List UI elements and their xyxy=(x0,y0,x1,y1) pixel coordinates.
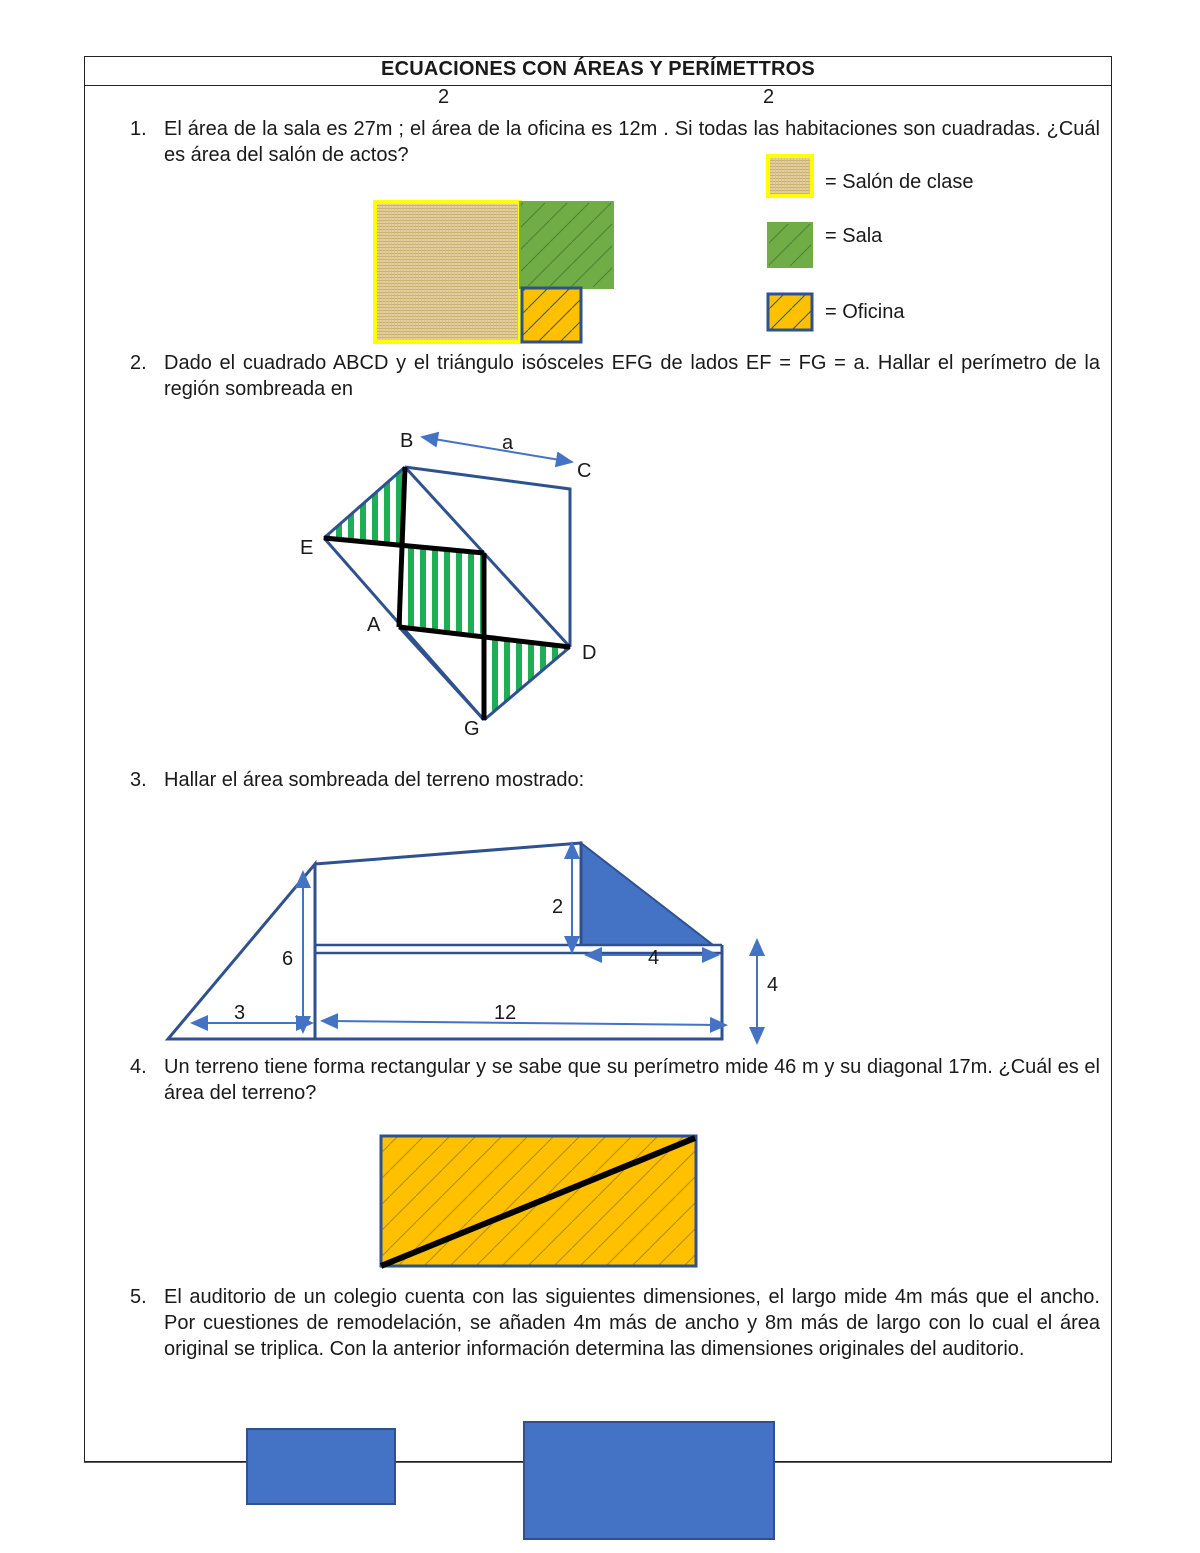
question-text: El auditorio de un colegio cuenta con las siguientes dimensiones, el largo mide 4m más que el ancho. Por cuestiones de remodelación, se añaden 4m más de ancho y 8m más de largo con lo cual el área original se triplica. Con la anterior información determina las dimensiones originales del auditorio. xyxy=(164,1286,1100,1360)
dim-label-12: 12 xyxy=(494,1002,517,1024)
vertex-e-label: E xyxy=(300,537,314,559)
page-title: ECUACIONES CON ÁREAS Y PERÍMETTROS xyxy=(381,58,815,80)
shaded-triangle xyxy=(581,843,713,945)
remodeled-auditorium xyxy=(524,1422,774,1539)
question-number: 1. xyxy=(130,118,147,140)
dim-label-4-bottom: 4 xyxy=(648,947,660,969)
exponent-oficina: 2 xyxy=(763,86,775,108)
figure-5-auditorium xyxy=(84,1422,1112,1539)
question-number: 3. xyxy=(130,769,147,791)
dim-label-4-right: 4 xyxy=(767,974,779,996)
length-arrow-a xyxy=(428,438,566,461)
question-number: 4. xyxy=(130,1056,147,1078)
question-text: El área de la sala es 27m ; el área de la oficina es 12m . Si todas las habitaciones son cuadradas. ¿Cuál es área del salón de actos? xyxy=(164,118,1100,166)
original-auditorium xyxy=(247,1429,395,1504)
vertex-d-label: D xyxy=(582,642,597,664)
dim-label-6: 6 xyxy=(282,948,294,970)
side-a-label: a xyxy=(502,432,514,454)
office-square xyxy=(522,288,581,342)
exponent-sala: 2 xyxy=(438,86,450,108)
shaded-square-center xyxy=(399,548,484,634)
legend-office-label: = Oficina xyxy=(825,301,905,323)
top-trapezoid xyxy=(315,843,581,945)
figure-3-terrain xyxy=(168,843,757,1039)
figure-1-rooms xyxy=(375,156,812,342)
legend-classroom-swatch xyxy=(768,156,812,196)
figure-4-rectangle xyxy=(381,1136,696,1266)
legend-room-label: = Sala xyxy=(825,225,883,247)
dim-label-3: 3 xyxy=(234,1002,246,1024)
legend-room-swatch xyxy=(768,223,812,267)
dim-label-2: 2 xyxy=(552,896,564,918)
vertex-c-label: C xyxy=(577,460,592,482)
vertex-b-label: B xyxy=(400,430,414,452)
legend-office-swatch xyxy=(768,294,812,330)
vertex-a-label: A xyxy=(367,614,381,636)
vertex-g-label: G xyxy=(464,718,480,740)
legend-classroom-label: = Salón de clase xyxy=(825,171,974,193)
dim-arrow-12 xyxy=(328,1021,720,1025)
question-number: 2. xyxy=(130,352,147,374)
question-text: Un terreno tiene forma rectangular y se sabe que su perímetro mide 46 m y su diagonal 17m. ¿Cuál es el área del terreno? xyxy=(164,1056,1100,1104)
figure-2-square-triangle xyxy=(324,438,570,720)
question-number: 5. xyxy=(130,1286,147,1308)
room-square xyxy=(520,202,613,288)
question-text: Hallar el área sombreada del terreno mostrado: xyxy=(164,769,585,791)
classroom-square xyxy=(375,202,520,342)
question-text: Dado el cuadrado ABCD y el triángulo isósceles EFG de lados EF = FG = a. Hallar el perímetro de la región sombreada en xyxy=(164,352,1100,400)
